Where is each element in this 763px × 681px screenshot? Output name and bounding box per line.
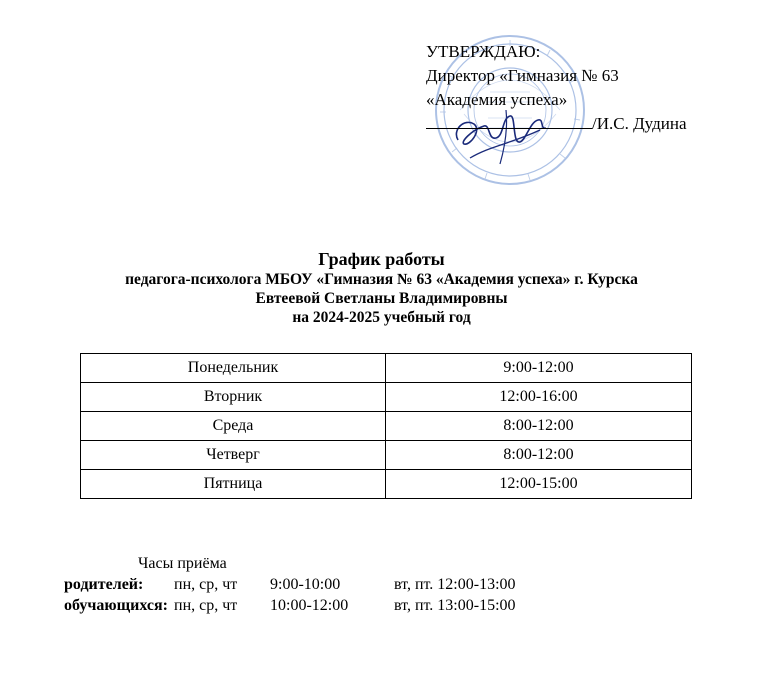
time-cell: 12:00-16:00 (386, 383, 692, 412)
time-cell: 12:00-15:00 (386, 470, 692, 499)
approval-organization: «Академия успеха» (426, 90, 568, 109)
signature-underline (426, 112, 592, 129)
reception-time: 9:00-10:00 (270, 576, 341, 593)
reception-heading: Часы приёма (138, 555, 227, 572)
reception-row-students (64, 595, 516, 616)
day-cell: Вторник (81, 383, 386, 412)
reception-audience: родителей: (64, 576, 144, 593)
title-year: на 2024-2025 учебный год (292, 309, 471, 326)
approval-signature-line (426, 112, 687, 136)
reception-time: 10:00-12:00 (270, 597, 349, 614)
reception-hours (64, 553, 516, 616)
approval-signatory: /И.С. Дудина (592, 114, 687, 133)
reception-days-time-2: вт, пт. 13:00-15:00 (394, 597, 516, 614)
schedule-table (80, 353, 692, 499)
title-position: педагога-психолога МБОУ «Гимназия № 63 «Академия успеха» г. Курска (125, 271, 638, 288)
table-row (81, 383, 692, 412)
day-cell: Среда (81, 412, 386, 441)
reception-audience: обучающихся: (64, 597, 168, 614)
approval-heading: УТВЕРЖДАЮ: (426, 42, 541, 61)
document-title: График работы (318, 249, 445, 269)
approval-block (426, 40, 687, 136)
reception-days-time-2: вт, пт. 12:00-13:00 (394, 576, 516, 593)
title-person: Евтеевой Светланы Владимировны (255, 290, 508, 307)
time-cell: 9:00-12:00 (386, 354, 692, 383)
time-cell: 8:00-12:00 (386, 412, 692, 441)
reception-days: пн, ср, чт (174, 597, 238, 614)
table-row (81, 470, 692, 499)
day-cell: Понедельник (81, 354, 386, 383)
table-row (81, 441, 692, 470)
day-cell: Четверг (81, 441, 386, 470)
document-title-block (0, 248, 763, 327)
time-cell: 8:00-12:00 (386, 441, 692, 470)
approval-position: Директор «Гимназия № 63 (426, 66, 619, 85)
table-row (81, 354, 692, 383)
reception-row-parents (64, 574, 516, 595)
reception-days: пн, ср, чт (174, 576, 238, 593)
table-row (81, 412, 692, 441)
day-cell: Пятница (81, 470, 386, 499)
